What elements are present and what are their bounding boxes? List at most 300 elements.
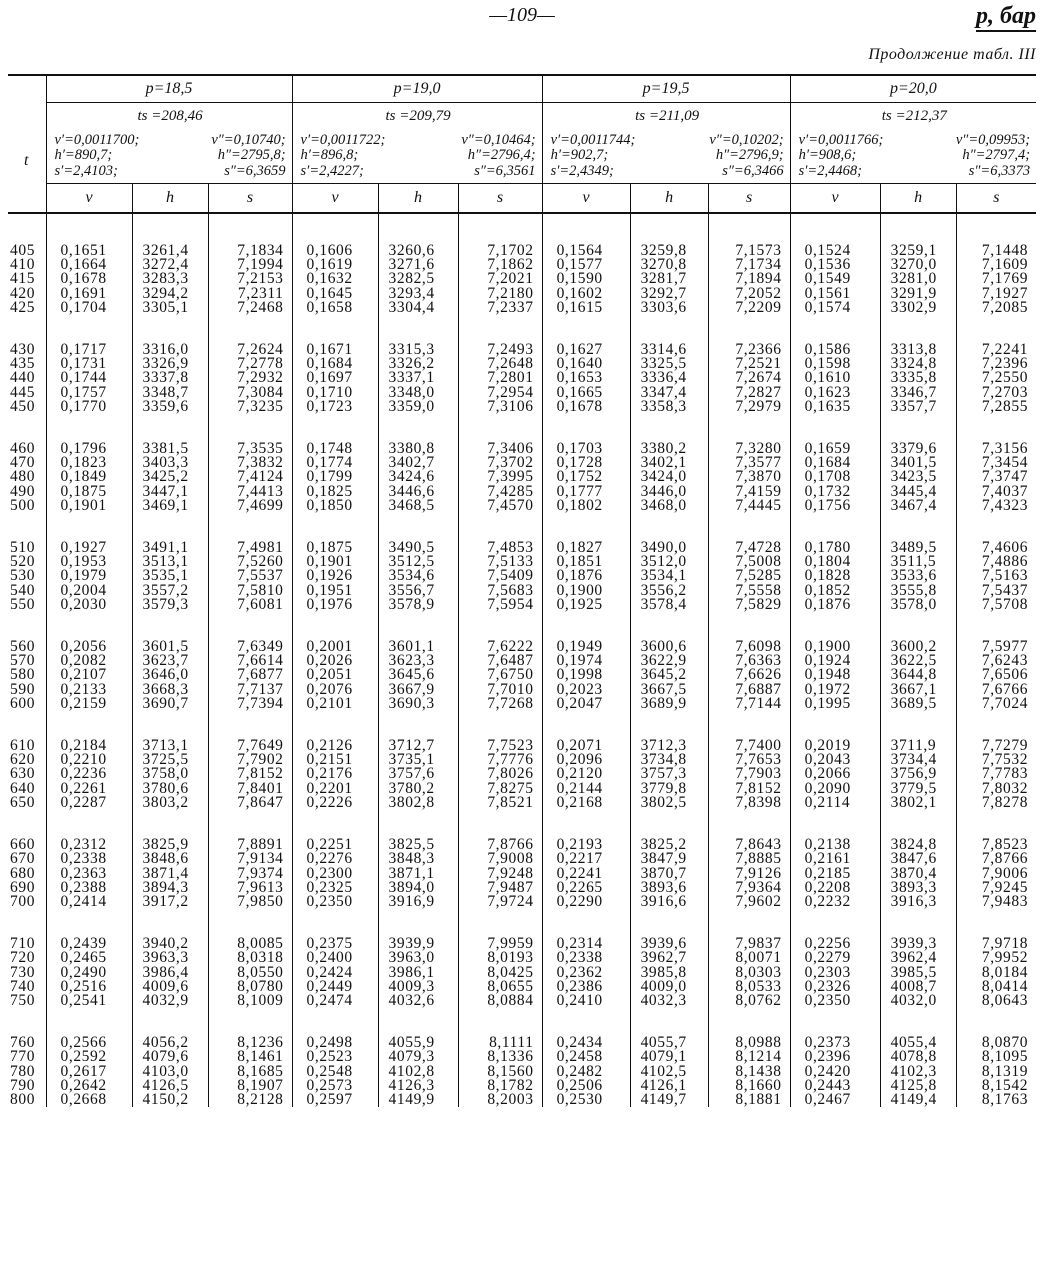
h-values-cell	[880, 244, 956, 315]
saturation-row	[799, 133, 1031, 149]
spacer-cell	[378, 909, 458, 937]
s-values: 8,0085 8,0318 8,0550 8,0780 8,1009	[237, 935, 284, 1009]
spacer-cell	[8, 1008, 46, 1036]
spacer-cell	[956, 213, 1036, 244]
h-values-cell	[378, 442, 458, 513]
s-values-cell	[956, 640, 1036, 711]
table-continuation-caption: Продолжение табл. III	[868, 46, 1036, 63]
pressure-header: p=18,5	[46, 75, 292, 103]
column-header-h: h	[378, 184, 458, 214]
spacer-cell	[542, 315, 630, 343]
spacer-cell	[790, 612, 880, 640]
v-values: 0,1796 0,1823 0,1849 0,1875 0,1901	[60, 440, 107, 514]
spacer-cell	[630, 315, 708, 343]
h-values-cell	[630, 838, 708, 909]
h-values: 3825,2 3847,9 3870,7 3893,6 3916,6	[640, 836, 687, 910]
spacer-cell	[542, 414, 630, 442]
saturation-properties	[293, 103, 542, 183]
v-values-cell	[790, 838, 880, 909]
spacer-cell	[208, 810, 292, 838]
v-values: 0,1703 0,1728 0,1752 0,1777 0,1802	[556, 440, 603, 514]
spacer-cell	[708, 909, 790, 937]
s-values-cell	[956, 541, 1036, 612]
v-values: 0,2375 0,2400 0,2424 0,2449 0,2474	[306, 935, 353, 1009]
s-values-cell	[708, 937, 790, 1008]
v-values-cell	[46, 838, 132, 909]
block-spacer	[8, 213, 1036, 244]
spacer-cell	[132, 711, 208, 739]
spacer-cell	[208, 414, 292, 442]
v-values-cell	[790, 1036, 880, 1107]
s-values-cell	[458, 640, 542, 711]
saturation-row	[799, 148, 1031, 164]
s-values-cell	[956, 1036, 1036, 1107]
s-values-cell	[208, 541, 292, 612]
spacer-cell	[630, 909, 708, 937]
v-values: 0,2314 0,2338 0,2362 0,2386 0,2410	[556, 935, 603, 1009]
h-values: 4055,7 4079,1 4102,5 4126,1 4149,7	[640, 1034, 687, 1108]
saturation-value-s2: s″=6,3373	[968, 162, 1031, 179]
spacer-cell	[378, 315, 458, 343]
saturation-value-v2: v″=0,10740;	[211, 131, 286, 148]
h-values-cell	[880, 838, 956, 909]
spacer-cell	[880, 213, 956, 244]
saturation-value-h2: h″=2797,4;	[962, 147, 1031, 163]
column-header-h: h	[630, 184, 708, 214]
s-values: 7,4728 7,5008 7,5285 7,5558 7,5829	[735, 539, 782, 613]
s-values: 7,4981 7,5260 7,5537 7,5810 7,6081	[237, 539, 284, 613]
spacer-cell	[46, 1008, 132, 1036]
h-values: 3939,9 3963,0 3986,1 4009,3 4032,6	[388, 935, 435, 1009]
v-values-cell	[790, 640, 880, 711]
spacer-cell	[708, 315, 790, 343]
table-row	[8, 343, 1036, 414]
h-values-cell	[378, 640, 458, 711]
spacer-cell	[956, 810, 1036, 838]
spacer-cell	[292, 612, 378, 640]
spacer-cell	[46, 513, 132, 541]
v-values: 0,2138 0,2161 0,2185 0,2208 0,2232	[804, 836, 851, 910]
s-values: 7,2366 7,2521 7,2674 7,2827 7,2979	[735, 341, 782, 415]
spacer-cell	[458, 612, 542, 640]
spacer-cell	[8, 315, 46, 343]
saturation-value-s1: s′=2,4227;	[300, 162, 364, 179]
spacer-cell	[208, 213, 292, 244]
v-values: 0,1524 0,1536 0,1549 0,1561 0,1574	[804, 242, 851, 316]
h-values: 3316,0 3326,9 3337,8 3348,7 3359,6	[142, 341, 189, 415]
s-values: 7,3280 7,3577 7,3870 7,4159 7,4445	[735, 440, 782, 514]
h-values: 4056,2 4079,6 4103,0 4126,5 4150,2	[142, 1034, 189, 1108]
h-values: 3259,8 3270,8 3281,7 3292,7 3303,6	[640, 242, 687, 316]
spacer-cell	[458, 414, 542, 442]
saturation-value-s2: s″=6,3561	[474, 162, 536, 179]
h-values: 3490,0 3512,0 3534,1 3556,2 3578,4	[640, 539, 687, 613]
h-values: 3940,2 3963,3 3986,4 4009,6 4032,9	[142, 935, 189, 1009]
v-values: 0,2251 0,2276 0,2300 0,2325 0,2350	[306, 836, 353, 910]
s-values: 7,1448 7,1609 7,1769 7,1927 7,2085	[981, 242, 1029, 316]
s-values: 7,1573 7,1734 7,1894 7,2052 7,2209	[735, 242, 782, 316]
column-header-s: s	[208, 184, 292, 214]
temperature-cell	[8, 640, 46, 711]
spacer-cell	[292, 810, 378, 838]
s-values-cell	[208, 442, 292, 513]
spacer-cell	[292, 711, 378, 739]
saturation-properties-cell	[46, 103, 292, 184]
s-values: 7,7523 7,7776 7,8026 7,8275 7,8521	[487, 737, 534, 811]
v-values: 0,2126 0,2151 0,2176 0,2201 0,2226	[306, 737, 353, 811]
spacer-cell	[132, 213, 208, 244]
s-values-cell	[458, 937, 542, 1008]
spacer-cell	[208, 315, 292, 343]
temperature-values: 660 670 680 690 700	[10, 836, 36, 910]
spacer-cell	[630, 810, 708, 838]
spacer-cell	[46, 810, 132, 838]
s-values-cell	[458, 244, 542, 315]
s-values-cell	[208, 937, 292, 1008]
spacer-cell	[458, 315, 542, 343]
spacer-cell	[630, 612, 708, 640]
spacer-cell	[790, 213, 880, 244]
spacer-cell	[378, 213, 458, 244]
saturation-row	[301, 133, 536, 149]
saturation-temperature: ts =211,09	[635, 108, 700, 124]
h-values-cell	[132, 1036, 208, 1107]
column-header-v: v	[790, 184, 880, 214]
h-values: 3489,5 3511,5 3533,6 3555,8 3578,0	[890, 539, 937, 613]
saturation-value-s2: s″=6,3466	[722, 162, 784, 179]
v-values: 0,1586 0,1598 0,1610 0,1623 0,1635	[804, 341, 851, 415]
v-values-cell	[46, 937, 132, 1008]
v-values: 0,1900 0,1924 0,1948 0,1972 0,1995	[804, 638, 851, 712]
h-values-cell	[132, 838, 208, 909]
spacer-cell	[46, 213, 132, 244]
s-values: 7,2493 7,2648 7,2801 7,2954 7,3106	[487, 341, 534, 415]
s-values: 8,0988 8,1214 8,1438 8,1660 8,1881	[735, 1034, 782, 1108]
spacer-cell	[880, 1008, 956, 1036]
saturation-value-s2: s″=6,3659	[224, 162, 286, 179]
spacer-cell	[458, 810, 542, 838]
h-values: 3600,6 3622,9 3645,2 3667,5 3689,9	[640, 638, 687, 712]
v-values: 0,1875 0,1901 0,1926 0,1951 0,1976	[306, 539, 353, 613]
spacer-cell	[132, 612, 208, 640]
temperature-cell	[8, 442, 46, 513]
spacer-cell	[292, 1008, 378, 1036]
saturation-row	[55, 164, 286, 180]
column-header-h: h	[880, 184, 956, 214]
h-values: 3259,1 3270,0 3281,0 3291,9 3302,9	[890, 242, 937, 316]
saturation-value-s1: s′=2,4103;	[54, 162, 118, 179]
s-values: 7,3535 7,3832 7,4124 7,4413 7,4699	[237, 440, 284, 514]
v-values-cell	[542, 640, 630, 711]
v-values: 0,2434 0,2458 0,2482 0,2506 0,2530	[556, 1034, 603, 1108]
spacer-cell	[132, 315, 208, 343]
s-values: 7,2241 7,2396 7,2550 7,2703 7,2855	[981, 341, 1029, 415]
v-values: 0,2001 0,2026 0,2051 0,2076 0,2101	[306, 638, 353, 712]
column-header-v: v	[292, 184, 378, 214]
v-values: 0,2184 0,2210 0,2236 0,2261 0,2287	[60, 737, 107, 811]
spacer-cell	[708, 612, 790, 640]
spacer-cell	[542, 513, 630, 541]
v-values: 0,1927 0,1953 0,1979 0,2004 0,2030	[60, 539, 107, 613]
spacer-cell	[8, 414, 46, 442]
v-values-cell	[46, 442, 132, 513]
h-values: 3939,3 3962,4 3985,5 4008,7 4032,0	[890, 935, 937, 1009]
temperature-values: 710 720 730 740 750	[10, 935, 36, 1009]
spacer-cell	[790, 1008, 880, 1036]
spacer-cell	[132, 909, 208, 937]
s-values-cell	[458, 343, 542, 414]
spacer-cell	[132, 513, 208, 541]
v-values-cell	[46, 343, 132, 414]
spacer-cell	[8, 909, 46, 937]
v-values: 0,2439 0,2465 0,2490 0,2516 0,2541	[60, 935, 107, 1009]
v-values-cell	[292, 1036, 378, 1107]
v-values-cell	[542, 541, 630, 612]
steam-properties-table	[8, 74, 1036, 1107]
spacer-cell	[880, 513, 956, 541]
spacer-cell	[378, 513, 458, 541]
h-values-cell	[378, 838, 458, 909]
t-label: t	[24, 152, 29, 169]
saturation-value-v2: v″=0,09953;	[955, 131, 1031, 148]
h-values: 3260,6 3271,6 3282,5 3293,4 3304,4	[388, 242, 435, 316]
spacer-cell	[708, 711, 790, 739]
s-values: 7,6098 7,6363 7,6626 7,6887 7,7144	[735, 638, 782, 712]
v-values-cell	[46, 1036, 132, 1107]
t-column-header	[8, 75, 46, 184]
spacer-cell	[790, 909, 880, 937]
h-values-cell	[880, 343, 956, 414]
s-values-cell	[708, 838, 790, 909]
spacer-cell	[378, 810, 458, 838]
spacer-cell	[208, 909, 292, 937]
spacer-cell	[880, 315, 956, 343]
spacer-cell	[630, 513, 708, 541]
saturation-temperature: ts =208,46	[137, 108, 203, 124]
v-values-cell	[790, 937, 880, 1008]
h-values-cell	[880, 541, 956, 612]
spacer-cell	[880, 909, 956, 937]
spacer-cell	[292, 513, 378, 541]
v-values-cell	[292, 739, 378, 810]
h-values-cell	[132, 739, 208, 810]
v-values-cell	[292, 541, 378, 612]
saturation-value-v2: v″=0,10464;	[461, 131, 536, 148]
v-values-cell	[790, 244, 880, 315]
saturation-value-h2: h″=2796,4;	[467, 147, 536, 163]
spacer-cell	[378, 1008, 458, 1036]
spacer-cell	[8, 213, 46, 244]
v-values: 0,2019 0,2043 0,2066 0,2090 0,2114	[804, 737, 851, 811]
spacer-cell	[880, 711, 956, 739]
s-values-cell	[458, 1036, 542, 1107]
spacer-cell	[46, 711, 132, 739]
pressure-header: p=20,0	[790, 75, 1036, 103]
v-values-cell	[46, 739, 132, 810]
h-values-cell	[630, 541, 708, 612]
s-values: 7,9718 7,9952 8,0184 8,0414 8,0643	[981, 935, 1029, 1009]
h-values: 3824,8 3847,6 3870,4 3893,3 3916,3	[890, 836, 937, 910]
spacer-cell	[956, 909, 1036, 937]
saturation-row	[551, 133, 784, 149]
s-values: 8,1111 8,1336 8,1560 8,1782 8,2003	[487, 1034, 534, 1108]
h-values: 3711,9 3734,4 3756,9 3779,5 3802,1	[890, 737, 937, 811]
h-values: 3313,8 3324,8 3335,8 3346,7 3357,7	[890, 341, 937, 415]
table-row	[8, 838, 1036, 909]
block-spacer	[8, 810, 1036, 838]
table-row	[8, 937, 1036, 1008]
h-values-cell	[378, 244, 458, 315]
page-number: —109—	[489, 4, 555, 26]
v-values-cell	[292, 937, 378, 1008]
spacer-cell	[292, 414, 378, 442]
s-values: 7,6349 7,6614 7,6877 7,7137 7,7394	[237, 638, 284, 712]
h-values-cell	[880, 937, 956, 1008]
v-values-cell	[542, 244, 630, 315]
table-row	[8, 244, 1036, 315]
spacer-cell	[956, 612, 1036, 640]
t-column-spacer	[8, 184, 46, 214]
spacer-cell	[378, 711, 458, 739]
h-values-cell	[630, 640, 708, 711]
spacer-cell	[708, 513, 790, 541]
spacer-cell	[292, 909, 378, 937]
saturation-value-h1: h′=908,6;	[798, 147, 857, 163]
pressure-header: p=19,0	[292, 75, 542, 103]
h-values: 3380,2 3402,1 3424,0 3446,0 3468,0	[640, 440, 687, 514]
s-values-cell	[956, 838, 1036, 909]
s-values-cell	[708, 244, 790, 315]
spacer-cell	[46, 414, 132, 442]
h-values: 3601,1 3623,3 3645,6 3667,9 3690,3	[388, 638, 435, 712]
s-values-cell	[708, 1036, 790, 1107]
h-values-cell	[880, 640, 956, 711]
temperature-cell	[8, 739, 46, 810]
spacer-cell	[378, 612, 458, 640]
temperature-cell	[8, 343, 46, 414]
spacer-cell	[8, 513, 46, 541]
h-values: 3381,5 3403,3 3425,2 3447,1 3469,1	[142, 440, 189, 514]
spacer-cell	[8, 810, 46, 838]
spacer-cell	[956, 1008, 1036, 1036]
s-values: 7,9959 8,0193 8,0425 8,0655 8,0884	[487, 935, 534, 1009]
column-header-v: v	[542, 184, 630, 214]
s-values: 8,1236 8,1461 8,1685 8,1907 8,2128	[237, 1034, 284, 1108]
v-values-cell	[542, 442, 630, 513]
s-values-cell	[208, 1036, 292, 1107]
spacer-cell	[292, 213, 378, 244]
column-header-v: v	[46, 184, 132, 214]
v-values: 0,2071 0,2096 0,2120 0,2144 0,2168	[556, 737, 603, 811]
h-values-cell	[630, 937, 708, 1008]
spacer-cell	[46, 612, 132, 640]
h-values: 4055,9 4079,3 4102,8 4126,3 4149,9	[388, 1034, 435, 1108]
s-values: 7,3156 7,3454 7,3747 7,4037 7,4323	[981, 440, 1029, 514]
h-values-cell	[132, 640, 208, 711]
v-values: 0,1671 0,1684 0,1697 0,1710 0,1723	[306, 341, 353, 415]
saturation-value-h1: h′=896,8;	[300, 147, 359, 163]
temperature-cell	[8, 541, 46, 612]
v-values-cell	[542, 1036, 630, 1107]
saturation-row	[55, 133, 286, 149]
v-values-cell	[46, 244, 132, 315]
saturation-value-v1: v′=0,0011744;	[550, 131, 636, 148]
column-header-s: s	[956, 184, 1036, 214]
s-values-cell	[458, 739, 542, 810]
spacer-cell	[542, 810, 630, 838]
saturation-temperature: ts =212,37	[881, 108, 947, 124]
v-values: 0,2256 0,2279 0,2303 0,2326 0,2350	[804, 935, 851, 1009]
s-values: 7,8766 7,9008 7,9248 7,9487 7,9724	[487, 836, 534, 910]
s-values-cell	[708, 739, 790, 810]
saturation-properties	[543, 103, 790, 183]
spacer-cell	[132, 810, 208, 838]
spacer-cell	[458, 213, 542, 244]
v-values: 0,1748 0,1774 0,1799 0,1825 0,1850	[306, 440, 353, 514]
v-values: 0,2566 0,2592 0,2617 0,2642 0,2668	[60, 1034, 107, 1108]
v-values: 0,2193 0,2217 0,2241 0,2265 0,2290	[556, 836, 603, 910]
s-values: 7,1834 7,1994 7,2153 7,2311 7,2468	[237, 242, 284, 316]
temperature-values: 460 470 480 490 500	[10, 440, 36, 514]
saturation-value-s1: s′=2,4468;	[798, 162, 862, 179]
s-values: 7,8523 7,8766 7,9006 7,9245 7,9483	[981, 836, 1029, 910]
temperature-cell	[8, 1036, 46, 1107]
h-values-cell	[630, 1036, 708, 1107]
h-values-cell	[880, 1036, 956, 1107]
s-values: 7,7649 7,7902 7,8152 7,8401 7,8647	[237, 737, 284, 811]
s-values-cell	[956, 739, 1036, 810]
h-values: 3491,1 3513,1 3535,1 3557,2 3579,3	[142, 539, 189, 613]
v-values: 0,1564 0,1577 0,1590 0,1602 0,1615	[556, 242, 603, 316]
saturation-properties	[47, 103, 292, 183]
h-values-cell	[378, 937, 458, 1008]
temperature-values: 610 620 630 640 650	[10, 737, 36, 811]
v-values: 0,1780 0,1804 0,1828 0,1852 0,1876	[804, 539, 851, 613]
s-values: 7,8891 7,9134 7,9374 7,9613 7,9850	[237, 836, 284, 910]
spacer-cell	[208, 612, 292, 640]
saturation-value-s1: s′=2,4349;	[550, 162, 614, 179]
table-row	[8, 1036, 1036, 1107]
v-values-cell	[542, 343, 630, 414]
s-values-cell	[208, 640, 292, 711]
spacer-cell	[790, 810, 880, 838]
v-values: 0,2056 0,2082 0,2107 0,2133 0,2159	[60, 638, 107, 712]
saturation-value-h2: h″=2795,8;	[217, 147, 286, 163]
v-values-cell	[292, 640, 378, 711]
v-values: 0,1606 0,1619 0,1632 0,1645 0,1658	[306, 242, 353, 316]
v-values-cell	[46, 541, 132, 612]
h-values-cell	[378, 739, 458, 810]
saturation-row	[55, 148, 286, 164]
saturation-properties	[791, 103, 1037, 183]
spacer-cell	[8, 612, 46, 640]
h-values-cell	[880, 739, 956, 810]
s-values-cell	[956, 937, 1036, 1008]
spacer-cell	[458, 711, 542, 739]
s-values: 8,0870 8,1095 8,1319 8,1542 8,1763	[981, 1034, 1029, 1108]
spacer-cell	[956, 513, 1036, 541]
s-values: 7,6222 7,6487 7,6750 7,7010 7,7268	[487, 638, 534, 712]
saturation-value-v1: v′=0,0011766;	[798, 131, 884, 148]
saturation-value-v1: v′=0,0011722;	[300, 131, 386, 148]
h-values-cell	[378, 541, 458, 612]
saturation-temperature: ts =209,79	[385, 108, 451, 124]
h-values-cell	[132, 343, 208, 414]
v-values-cell	[292, 838, 378, 909]
spacer-cell	[630, 213, 708, 244]
spacer-cell	[292, 315, 378, 343]
column-header-s: s	[458, 184, 542, 214]
